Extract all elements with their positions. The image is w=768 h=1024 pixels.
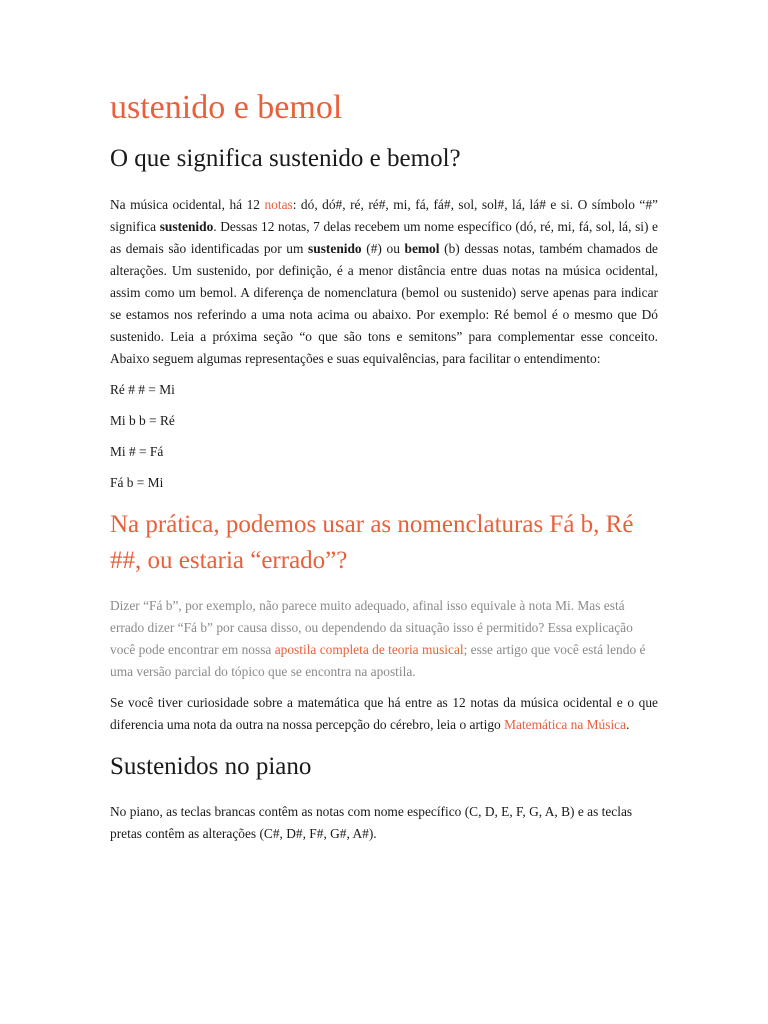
- matematica-paragraph: [110, 692, 658, 736]
- grey-paragraph: [110, 595, 658, 683]
- intro-bold-bemol: bemol: [404, 241, 440, 256]
- apostila-link[interactable]: apostila completa de teoria musical: [274, 642, 464, 657]
- section-heading-sustenido-bemol: O que significa sustenido e bemol?: [110, 145, 461, 172]
- intro-text-e: (b) dessas notas, também chamados de alterações. Um sustenido, por definição, é a menor distância entre duas notas na música ocidental, assim como um bemol. A diferença de nomenclatura (bemol ou sustenido) serve apenas para indicar se estamos nos referindo a uma nota acima ou abaixo. Por exemplo: Ré bemol é o mesmo que Dó sustenido. Leia a próxima seção “o que são tons e semitons” para complementar esse conceito. Abaixo seguem algumas representações e suas equivalências, para facilitar o entendimento:: [110, 241, 658, 366]
- intro-bold-sustenido: sustenido: [159, 219, 214, 234]
- intro-text-b: : dó, dó#, ré, ré#, mi, fá, fá#, sol, sol#, lá, lá# e si. O símbolo “#” significa: [110, 197, 658, 234]
- equivalence-line: Ré # # = Mi: [110, 382, 175, 397]
- intro-text-c: . Dessas 12 notas, 7 delas recebem um nome específico (dó, ré, mi, fá, sol, lá, si) e as demais são identificadas por um: [110, 219, 658, 256]
- equivalence-line: Fá b = Mi: [110, 475, 164, 490]
- intro-bold-sustenido-2: sustenido: [308, 241, 362, 256]
- article-content: [110, 86, 658, 845]
- page-title: ustenido e bemol: [110, 89, 343, 126]
- notas-link[interactable]: notas: [264, 197, 293, 212]
- section-heading-nomenclaturas: Na prática, podemos usar as nomenclaturas Fá b, Ré ##, ou estaria “errado”?: [110, 511, 634, 574]
- intro-paragraph: [110, 194, 658, 370]
- grey-text-b: ; esse artigo que você está lendo é uma versão parcial do tópico que se encontra na apostila.: [110, 642, 646, 679]
- matematica-link[interactable]: Matemática na Música: [504, 717, 627, 732]
- section-heading-piano: Sustenidos no piano: [110, 753, 312, 780]
- piano-paragraph: No piano, as teclas brancas contêm as notas com nome específico (C, D, E, F, G, A, B) e as teclas pretas contêm as alterações (C#, D#, F#, G#, A#).: [110, 804, 633, 841]
- equivalence-line: Mi b b = Ré: [110, 413, 175, 428]
- matematica-text-a: Se você tiver curiosidade sobre a matemática que há entre as 12 notas da música ocidental e o que diferencia uma nota da outra na nossa percepção do cérebro, leia o artigo: [110, 695, 658, 732]
- grey-text-a: Dizer “Fá b”, por exemplo, não parece muito adequado, afinal isso equivale à nota Mi. Mas está errado dizer “Fá b” por causa disso, ou dependendo da situação isso é permitido? Essa explicação você pode encontrar em nossa: [110, 598, 633, 657]
- intro-text-a: Na música ocidental, há 12: [110, 197, 265, 212]
- matematica-text-b: .: [626, 717, 630, 732]
- equivalence-line: Mi # = Fá: [110, 444, 164, 459]
- intro-text-d: (#) ou: [361, 241, 405, 256]
